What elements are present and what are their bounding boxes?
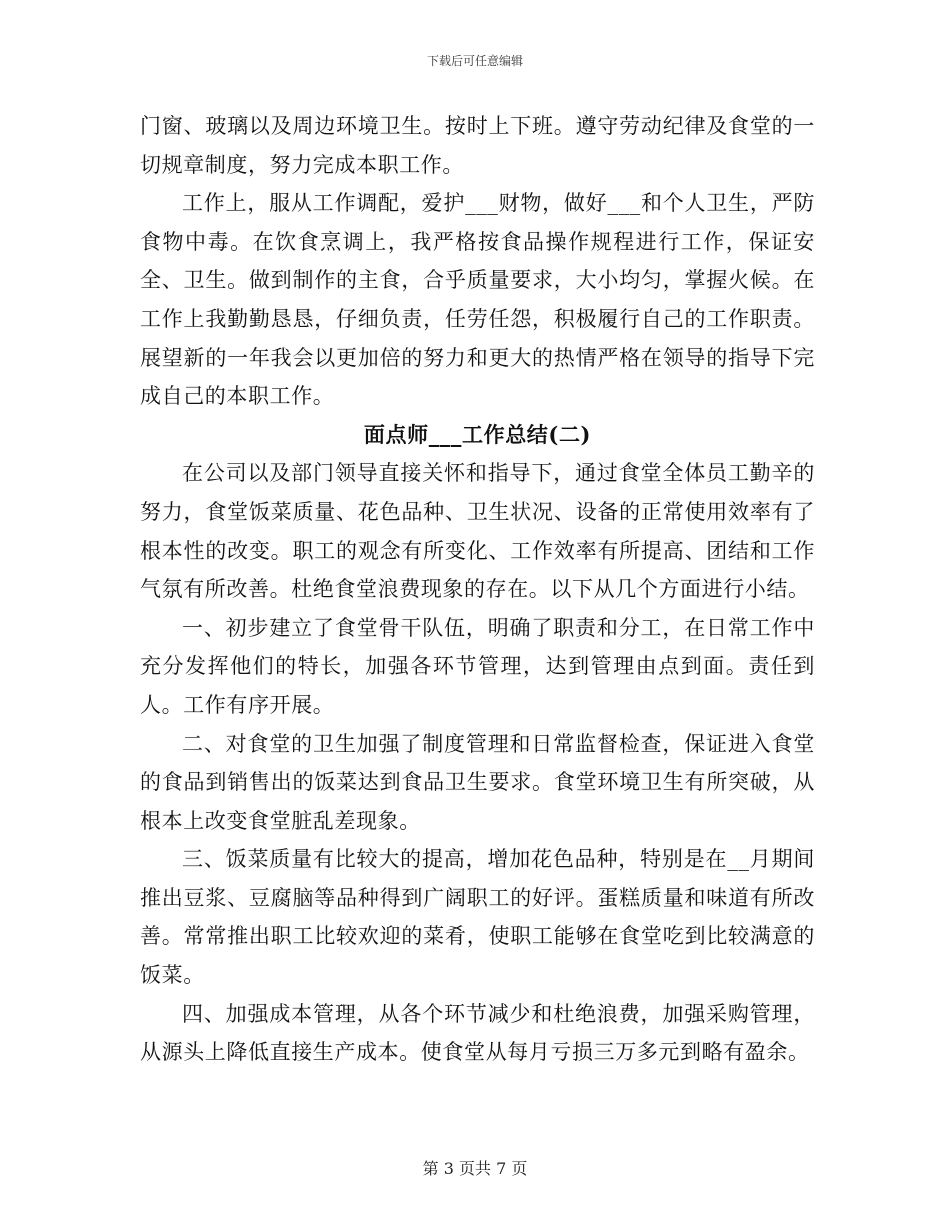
- paragraph-point-1: 一、初步建立了食堂骨干队伍，明确了职责和分工，在日常工作中充分发挥他们的特长，加强各环节管理，达到管理由点到面。责任到人。工作有序开展。: [140, 615, 815, 717]
- page-number: 第 3 页共 7 页: [422, 1159, 528, 1178]
- paragraph-work-duties: 工作上，服从工作调配，爱护___财物，做好___和个人卫生，严防食物中毒。在饮食烹调上，我严格按食品操作规程进行工作，保证安全、卫生。做到制作的主食，合乎质量要求，大小均匀，掌握火候。在工作上我勤勤恳恳，仔细负责，任劳任怨，积极履行自己的工作职责。展望新的一年我会以更加倍的努力和更大的热情严格在领导的指导下完成自己的本职工作。: [140, 191, 815, 409]
- page-header: 下载后可任意编辑: [426, 54, 523, 68]
- section-title: 面点师___工作总结(二): [363, 421, 592, 447]
- paragraph-point-3: 三、饭菜质量有比较大的提高，增加花色品种，特别是在__月期间推出豆浆、豆腐脑等品种得到广阔职工的好评。蛋糕质量和味道有所改善。常常推出职工比较欢迎的菜肴，使职工能够在食堂吃到比较满意的饭菜。: [140, 847, 815, 988]
- paragraph-point-2: 二、对食堂的卫生加强了制度管理和日常监督检查，保证进入食堂的食品到销售出的饭菜达到食品卫生要求。食堂环境卫生有所突破，从根本上改变食堂脏乱差现象。: [140, 731, 815, 833]
- paragraph-intro: 在公司以及部门领导直接关怀和指导下，通过食堂全体员工勤辛的努力，食堂饭菜质量、花色品种、卫生状况、设备的正常使用效率有了根本性的改变。职工的观念有所变化、工作效率有所提高、团结和工作气氛有所改善。杜绝食堂浪费现象的存在。以下从几个方面进行小结。: [140, 461, 815, 602]
- paragraph-point-4: 四、加强成本管理，从各个环节减少和杜绝浪费，加强采购管理，从源头上降低直接生产成本。使食堂从每月亏损三万多元到略有盈余。: [140, 1001, 815, 1065]
- document-body: [140, 107, 815, 1072]
- paragraph-continued: 门窗、玻璃以及周边环境卫生。按时上下班。遵守劳动纪律及食堂的一切规章制度，努力完成本职工作。: [140, 114, 815, 177]
